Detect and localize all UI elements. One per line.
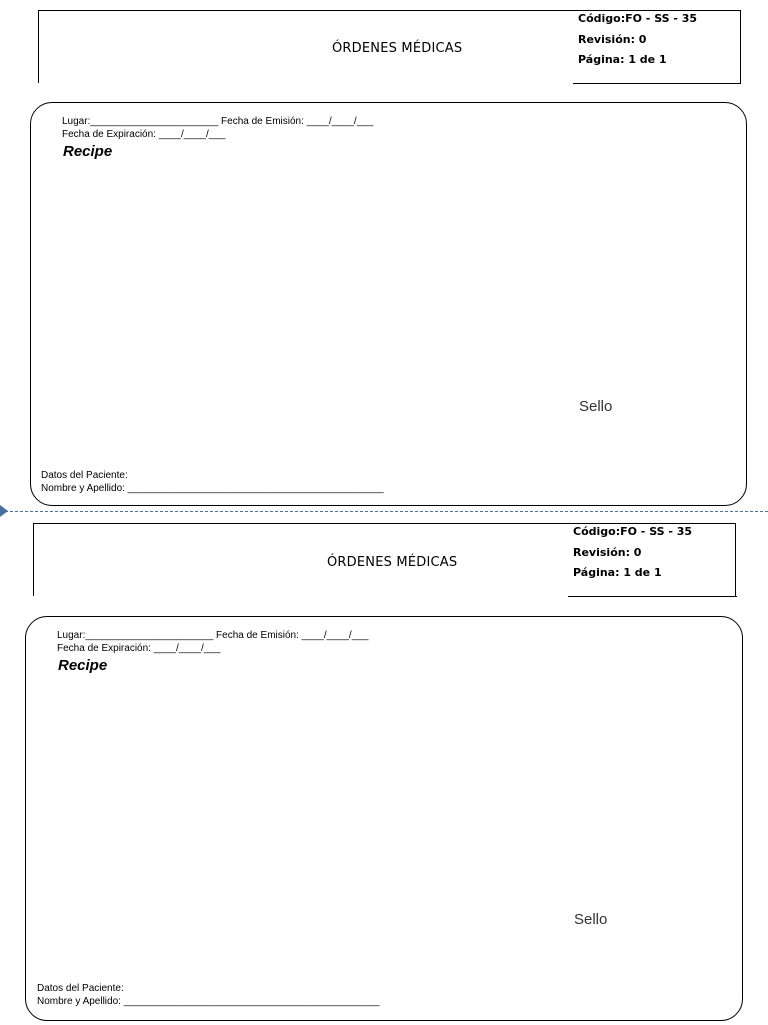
header-left-border: [33, 523, 34, 596]
expiry-date-line[interactable]: Fecha de Expiración: ____/____/___: [57, 643, 221, 654]
form-page: Página: 1 de 1: [578, 53, 667, 66]
place-and-issue-date-line[interactable]: Lugar:_______________________ Fecha de Emisión: ____/____/___: [57, 630, 369, 641]
patient-name-line[interactable]: Nombre y Apellido: ______________________________________________: [41, 483, 384, 494]
medical-order-form-2: [0, 513, 768, 1025]
form-title: ÓRDENES MÉDICAS: [327, 555, 458, 570]
stamp-label: Sello: [579, 398, 613, 415]
form-revision: Revisión: 0: [573, 545, 642, 559]
prescription-card: [30, 102, 747, 506]
recipe-heading: Recipe: [58, 657, 108, 674]
header-left-border: [38, 10, 39, 83]
prescription-card: [25, 616, 743, 1021]
form-code: Código:FO - SS - 35: [578, 12, 698, 25]
form-meta: [573, 522, 692, 584]
recipe-heading: Recipe: [63, 143, 113, 160]
form-title: ÓRDENES MÉDICAS: [332, 41, 463, 56]
form-code: Código:FO - SS - 35: [573, 525, 693, 538]
patient-data-label: Datos del Paciente:: [37, 983, 124, 994]
form-meta: [578, 9, 697, 71]
expiry-date-line[interactable]: Fecha de Expiración: ____/____/___: [62, 129, 226, 140]
patient-name-line[interactable]: Nombre y Apellido: ______________________________________________: [37, 996, 380, 1007]
cut-line: [0, 511, 768, 512]
header-meta-underline: [573, 83, 741, 84]
header-meta-underline: [568, 596, 737, 597]
form-revision: Revisión: 0: [578, 32, 647, 46]
patient-data-label: Datos del Paciente:: [41, 470, 128, 481]
form-page: Página: 1 de 1: [573, 566, 662, 579]
medical-order-form-1: [0, 0, 768, 512]
stamp-label: Sello: [574, 911, 608, 928]
place-and-issue-date-line[interactable]: Lugar:_______________________ Fecha de Emisión: ____/____/___: [62, 116, 374, 127]
